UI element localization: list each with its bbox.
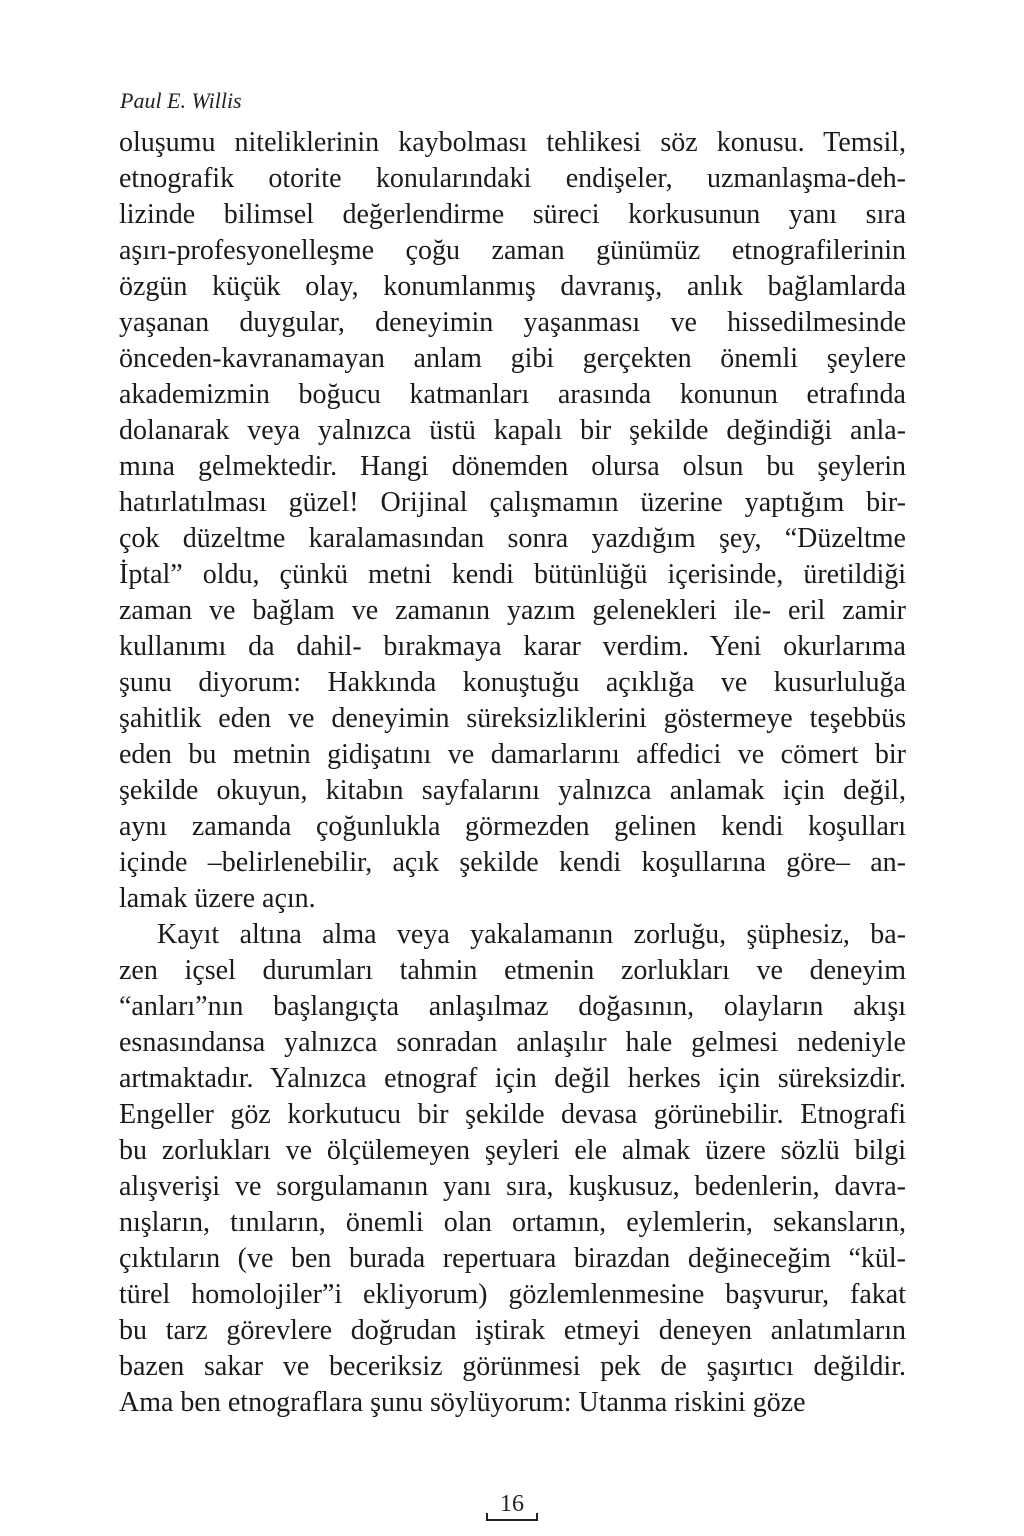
page-number: 16: [500, 1491, 524, 1517]
text-line: nışların, tınıların, önemli olan ortamın, eylemlerin, sekansların,: [119, 1207, 906, 1238]
text-line: etnografik otorite konularındaki endişeler, uzmanlaşma-deh-: [119, 163, 906, 194]
text-line: “anları”nın başlangıçta anlaşılmaz doğasının, olayların akışı: [119, 991, 906, 1022]
text-line: mına gelmektedir. Hangi dönemden olursa olsun bu şeylerin: [119, 451, 906, 482]
text-line: çok düzeltme karalamasından sonra yazdığım şey, “Düzeltme: [119, 523, 906, 554]
text-line: aynı zamanda çoğunlukla görmezden gelinen kendi koşulları: [119, 811, 906, 842]
text-line: şunu diyorum: Hakkında konuştuğu açıklığa ve kusurluluğa: [119, 667, 906, 698]
text-line: şahitlik eden ve deneyimin süreksizliklerini göstermeye teşebbüs: [119, 703, 906, 734]
text-line: oluşumu niteliklerinin kaybolması tehlikesi söz konusu. Temsil,: [119, 127, 906, 158]
text-line: özgün küçük olay, konumlanmış davranış, anlık bağlamlarda: [119, 271, 906, 302]
text-line: İptal” oldu, çünkü metni kendi bütünlüğü içerisinde, üretildiği: [119, 559, 906, 590]
page-number-block: [0, 1491, 1024, 1521]
page-number-rule: [486, 1519, 538, 1521]
text-line: esnasındansa yalnızca sonradan anlaşılır hale gelmesi nedeniyle: [119, 1027, 906, 1058]
text-line: içinde –belirlenebilir, açık şekilde kendi koşullarına göre– an-: [119, 847, 906, 878]
text-line: türel homolojiler”i ekliyorum) gözlemlenmesine başvurur, fakat: [119, 1279, 906, 1310]
text-line: önceden-kavranamayan anlam gibi gerçekten önemli şeylere: [119, 343, 906, 374]
text-line: artmaktadır. Yalnızca etnograf için değil herkes için süreksizdir.: [119, 1063, 906, 1094]
text-line: çıktıların (ve ben burada repertuara birazdan değineceğim “kül-: [119, 1243, 906, 1274]
text-line: bu tarz görevlere doğrudan iştirak etmeyi deneyen anlatımların: [119, 1315, 906, 1346]
text-line: akademizmin boğucu katmanları arasında konunun etrafında: [119, 379, 906, 410]
text-line: Kayıt altına alma veya yakalamanın zorluğu, şüphesiz, ba-: [157, 919, 906, 950]
page-number-frame: [486, 1491, 538, 1521]
text-line: lamak üzere açın.: [119, 883, 316, 914]
text-line: dolanarak veya yalnızca üstü kapalı bir şekilde değindiği anla-: [119, 415, 906, 446]
text-line: Ama ben etnograflara şunu söylüyorum: Utanma riskini göze: [119, 1387, 806, 1418]
text-line: Engeller göz korkutucu bir şekilde devasa görünebilir. Etnografi: [119, 1099, 906, 1130]
text-line: alışverişi ve sorgulamanın yanı sıra, kuşkusuz, bedenlerin, davra-: [119, 1171, 906, 1202]
text-line: şekilde okuyun, kitabın sayfalarını yalnızca anlamak için değil,: [119, 775, 906, 806]
text-line: eden bu metnin gidişatını ve damarlarını affedici ve cömert bir: [119, 739, 906, 770]
text-line: zaman ve bağlam ve zamanın yazım gelenekleri ile- eril zamir: [119, 595, 906, 626]
text-line: hatırlatılması güzel! Orijinal çalışmamın üzerine yaptığım bir-: [119, 487, 906, 518]
running-head-author: Paul E. Willis: [120, 88, 242, 113]
paragraph: [119, 125, 906, 917]
body-text: [119, 125, 906, 1421]
text-line: lizinde bilimsel değerlendirme süreci korkusunun yanı sıra: [119, 199, 906, 230]
text-line: zen içsel durumları tahmin etmenin zorlukları ve deneyim: [119, 955, 906, 986]
text-line: bazen sakar ve beceriksiz görünmesi pek de şaşırtıcı değildir.: [119, 1351, 906, 1382]
text-line: bu zorlukları ve ölçülemeyen şeyleri ele almak üzere sözlü bilgi: [119, 1135, 906, 1166]
text-line: kullanımı da dahil- bırakmaya karar verdim. Yeni okurlarıma: [119, 631, 906, 662]
paragraph: [119, 917, 906, 1421]
text-line: yaşanan duygular, deneyimin yaşanması ve hissedilmesinde: [119, 307, 906, 338]
text-line: aşırı-profesyonelleşme çoğu zaman günümüz etnografilerinin: [119, 235, 906, 266]
